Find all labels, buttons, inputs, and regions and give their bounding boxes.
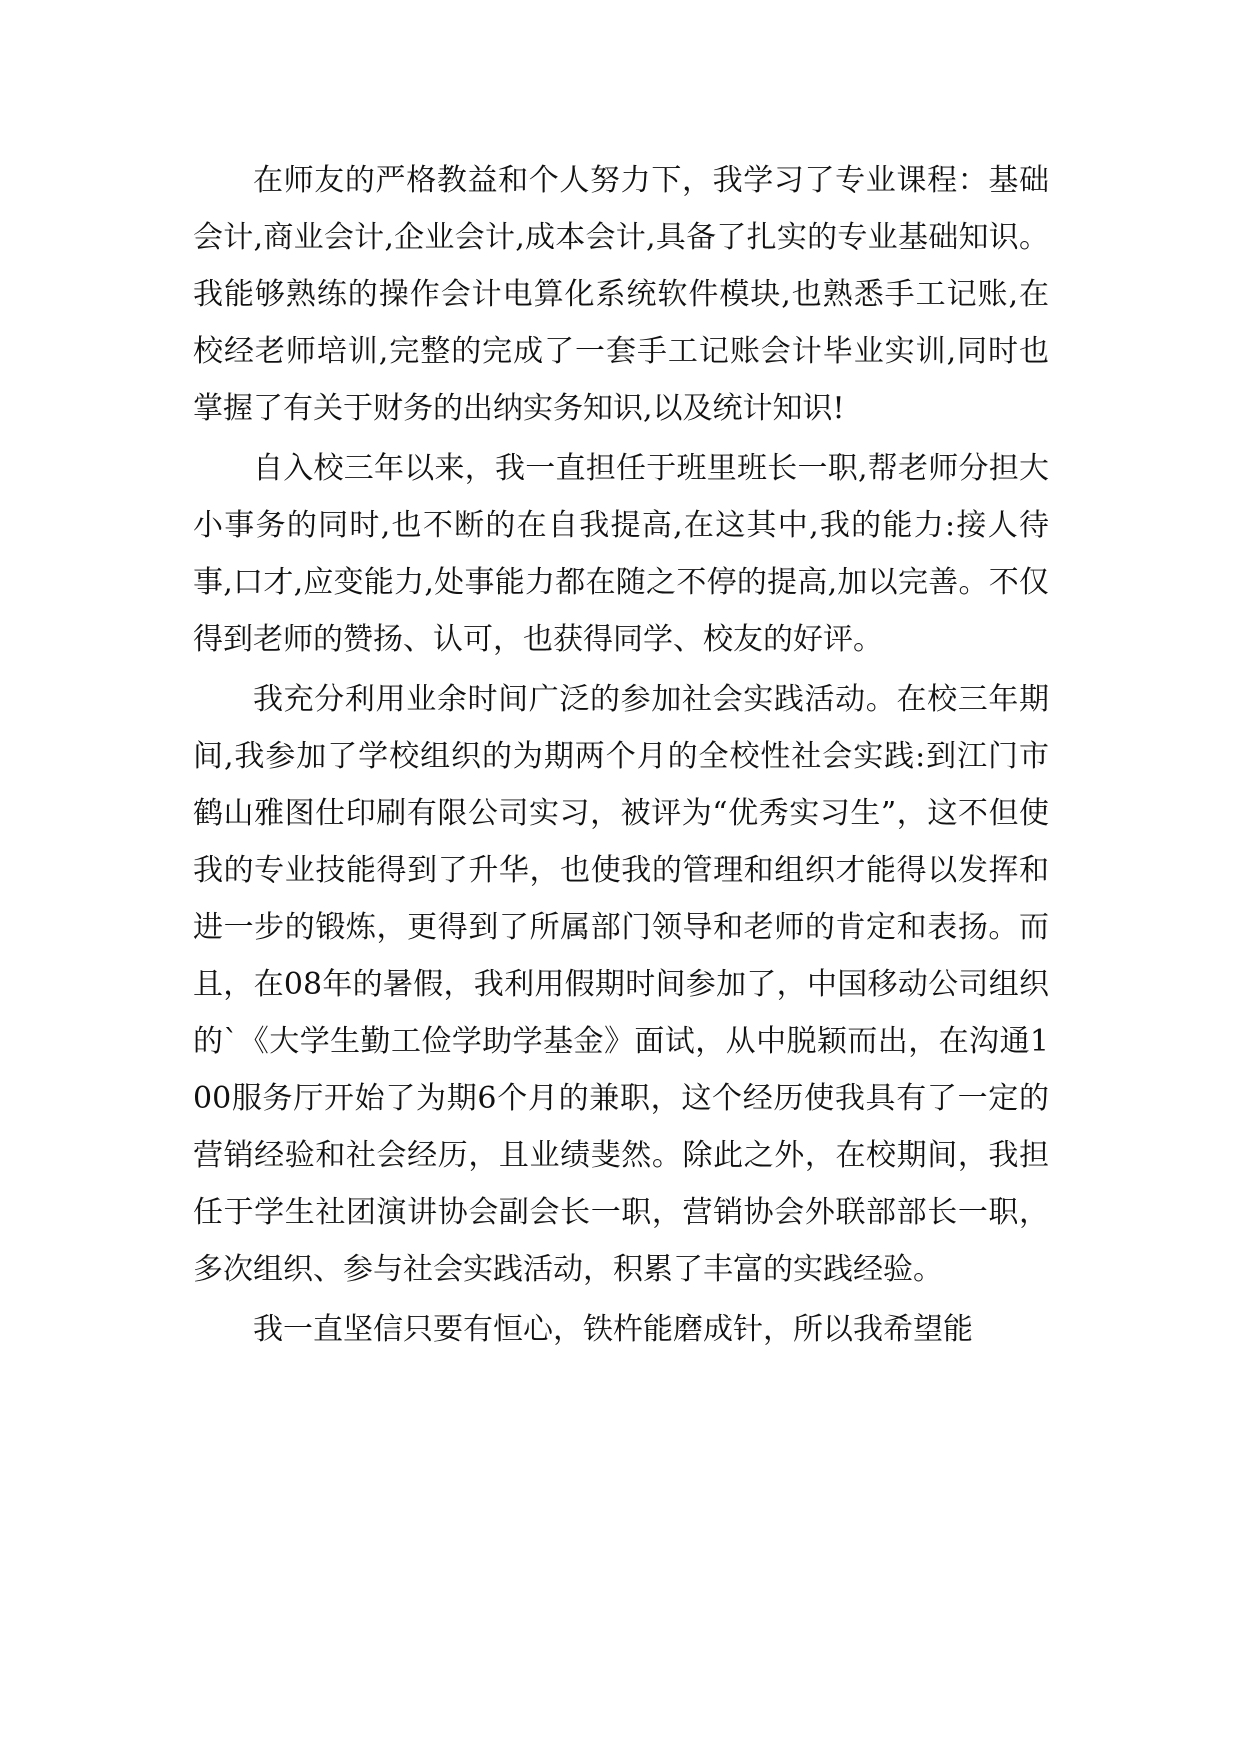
paragraph-class-monitor: 自入校三年以来，我一直担任于班里班长一职,帮老师分担大小事务的同时,也不断的在自我提高,在这其中,我的能力:接人待事,口才,应变能力,处事能力都在随之不停的提高,加以完善。不仅得到老师的赞扬、认可，也获得同学、校友的好评。 (193, 451, 1049, 657)
paragraph-education: 在师友的严格教益和个人努力下，我学习了专业课程：基础会计,商业会计,企业会计,成本会计,具备了扎实的专业基础知识。我能够熟练的操作会计电算化系统软件模块,也熟悉手工记账,在校经老师培训,完整的完成了一套手工记账会计毕业实训,同时也掌握了有关于财务的出纳实务知识,以及统计知识! (193, 163, 1049, 426)
paragraph-perseverance: 我一直坚信只要有恒心，铁杵能磨成针，所以我希望能 (253, 1312, 973, 1347)
paragraph-social-practice: 我充分利用业余时间广泛的参加社会实践活动。在校三年期间,我参加了学校组织的为期两个月的全校性社会实践:到江门市鹤山雅图仕印刷有限公司实习，被评为“优秀实习生”，这不但使我的专业技能得到了升华，也使我的管理和组织才能得以发挥和进一步的锻炼，更得到了所属部门领导和老师的肯定和表扬。而且，在08年的暑假，我利用假期时间参加了，中国移动公司组织的`《大学生勤工俭学助学基金》面试，从中脱颖而出，在沟通100服务厅开始了为期6个月的兼职，这个经历使我具有了一定的营销经验和社会经历，且业绩斐然。除此之外，在校期间，我担任于学生社团演讲协会副会长一职，营销协会外联部部长一职，多次组织、参与社会实践活动，积累了丰富的实践经验。 (193, 682, 1049, 1287)
document-body (193, 152, 1049, 1361)
